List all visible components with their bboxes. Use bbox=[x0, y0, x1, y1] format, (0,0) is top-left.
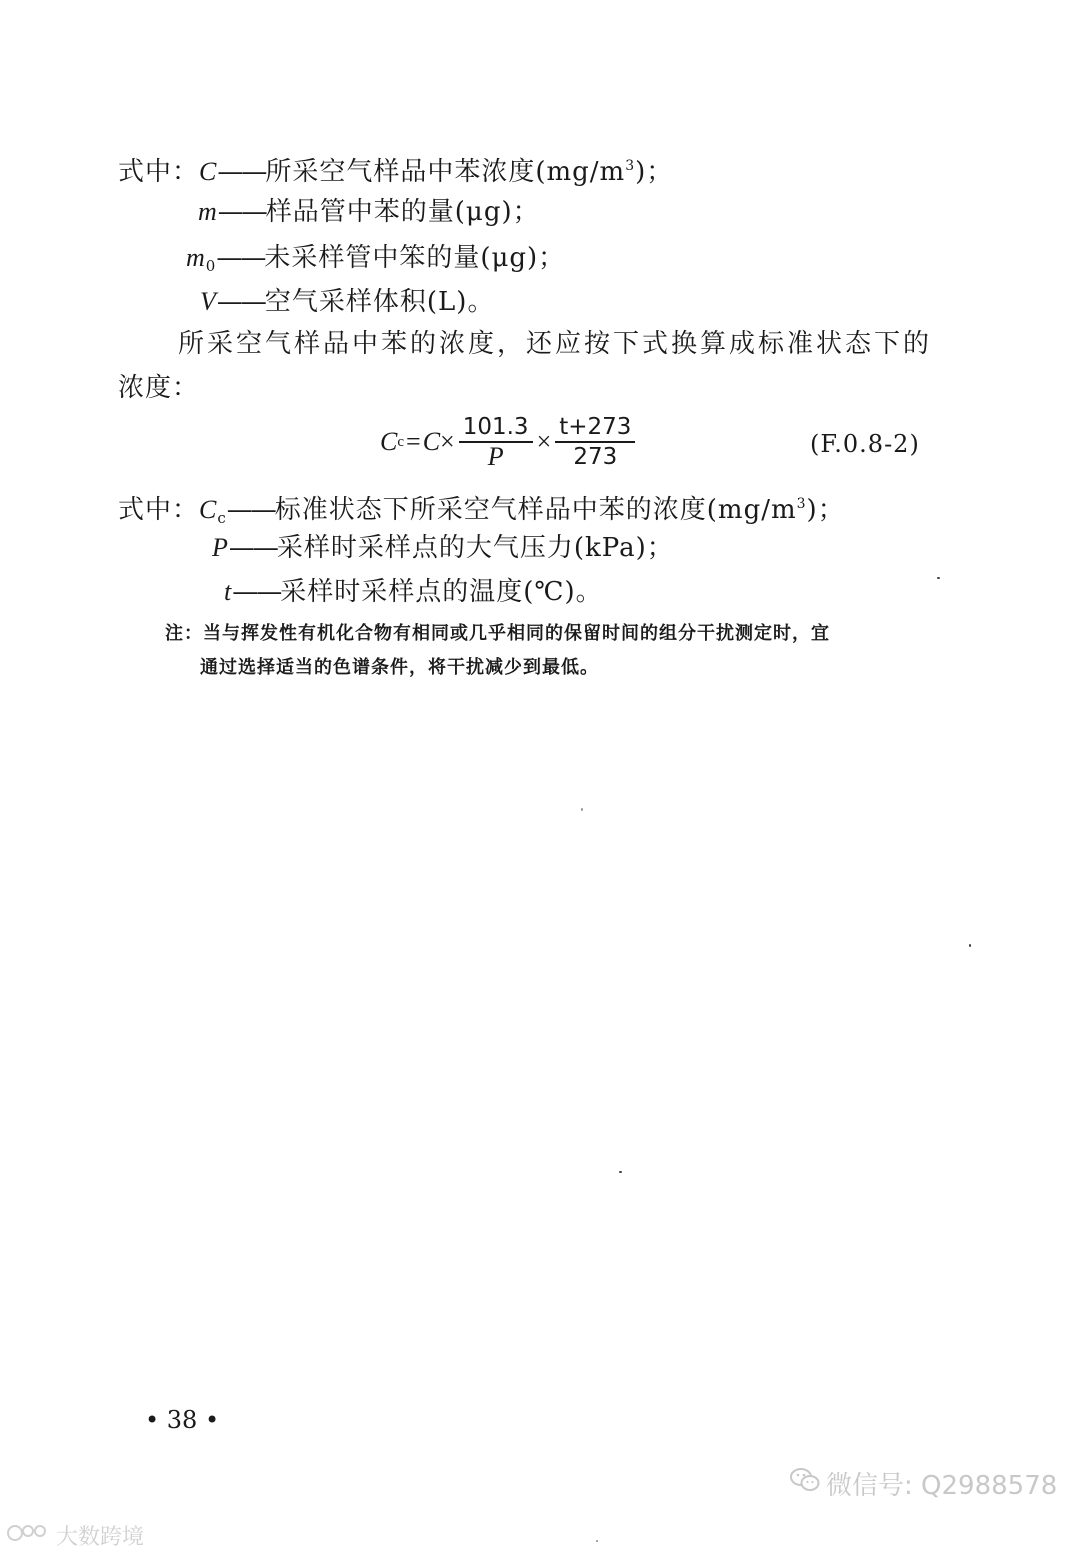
paragraph-line-2: 浓度： bbox=[118, 373, 200, 403]
watermark-wechat bbox=[790, 1465, 1057, 1502]
definition-line-t bbox=[224, 576, 603, 608]
fraction-2-denominator: 273 bbox=[573, 444, 618, 470]
page-number: • 38 • bbox=[145, 1406, 220, 1434]
scan-speck bbox=[596, 1540, 598, 1542]
note-line-2: 通过选择适当的色谱条件，将干扰减少到最低。 bbox=[200, 657, 599, 678]
symbol-c: C bbox=[199, 157, 218, 186]
definition-text: 采样时采样点的温度(℃)。 bbox=[280, 577, 603, 607]
formula-f-0-8-2 bbox=[380, 414, 639, 470]
definition-line-c bbox=[118, 150, 673, 188]
equation-number: (F.0.8-2) bbox=[810, 430, 920, 458]
scan-speck bbox=[619, 1171, 622, 1173]
definition-text: 标准状态下所采空气样品中苯的浓度(mg/m bbox=[274, 495, 797, 525]
em-dash: —— bbox=[217, 157, 266, 187]
formula-equals: = bbox=[406, 427, 421, 456]
fraction-1 bbox=[459, 414, 533, 470]
definition-line-m0 bbox=[186, 242, 565, 282]
definition-tail: )； bbox=[806, 495, 845, 525]
subscript: 0 bbox=[205, 257, 217, 275]
symbol-p: P bbox=[212, 533, 229, 562]
em-dash: —— bbox=[232, 577, 281, 607]
em-dash: —— bbox=[226, 495, 275, 525]
superscript: 3 bbox=[796, 496, 807, 512]
formula-lhs-symbol: C bbox=[380, 427, 398, 456]
scan-speck bbox=[969, 944, 971, 947]
definition-text: 未采样管中笨的量(μg)； bbox=[264, 243, 566, 273]
symbol-t: t bbox=[224, 577, 233, 606]
definition-text: 采样时采样点的大气压力(kPa)； bbox=[276, 533, 674, 563]
watermark-logo bbox=[6, 1520, 144, 1551]
fraction-2 bbox=[555, 414, 635, 470]
definition-line-p bbox=[212, 532, 674, 564]
em-dash: —— bbox=[217, 197, 266, 227]
symbol-m: m bbox=[198, 197, 218, 226]
subscript: c bbox=[217, 509, 227, 527]
definition-text: 空气采样体积(L)。 bbox=[264, 287, 495, 317]
definition-line-v bbox=[200, 286, 494, 318]
fraction-2-numerator: t+273 bbox=[555, 414, 635, 443]
scan-speck bbox=[581, 808, 583, 811]
em-dash: —— bbox=[216, 287, 265, 317]
definition-line-m bbox=[198, 196, 540, 228]
definition-text: 样品管中苯的量(μg)； bbox=[265, 197, 540, 227]
definition-tail: )； bbox=[635, 157, 674, 187]
formula-c-symbol: C bbox=[422, 427, 441, 456]
em-dash: —— bbox=[216, 243, 265, 273]
formula-lhs-subscript: c bbox=[397, 433, 405, 450]
fraction-1-numerator: 101.3 bbox=[459, 414, 533, 443]
scan-speck bbox=[937, 577, 940, 579]
logo-icon bbox=[6, 1522, 50, 1550]
paragraph-line-1: 所采空气样品中苯的浓度，还应按下式换算成标准状态下的 bbox=[178, 329, 933, 359]
symbol-cc: C bbox=[199, 495, 218, 524]
symbol-m0: m bbox=[186, 243, 206, 272]
wechat-icon bbox=[790, 1467, 820, 1500]
formula-times-1: × bbox=[440, 427, 455, 456]
em-dash: —— bbox=[228, 533, 277, 563]
watermark-logo-text: 大数跨境 bbox=[56, 1525, 145, 1550]
superscript: 3 bbox=[625, 158, 636, 174]
formula-times-2: × bbox=[536, 427, 552, 456]
definition-text: 所采空气样品中苯浓度(mg/m bbox=[265, 157, 626, 187]
definitions-prefix: 式中： bbox=[118, 157, 200, 187]
definitions-prefix: 式中： bbox=[118, 495, 200, 525]
fraction-1-denominator: P bbox=[487, 442, 504, 471]
symbol-v: V bbox=[200, 287, 217, 316]
watermark-wechat-text: 微信号: Q2988578 bbox=[826, 1471, 1058, 1501]
note-line-1: 注：当与挥发性有机化合物有相同或几乎相同的保留时间的组分干扰测定时，宜 bbox=[165, 623, 830, 644]
definition-line-cc bbox=[118, 488, 845, 534]
